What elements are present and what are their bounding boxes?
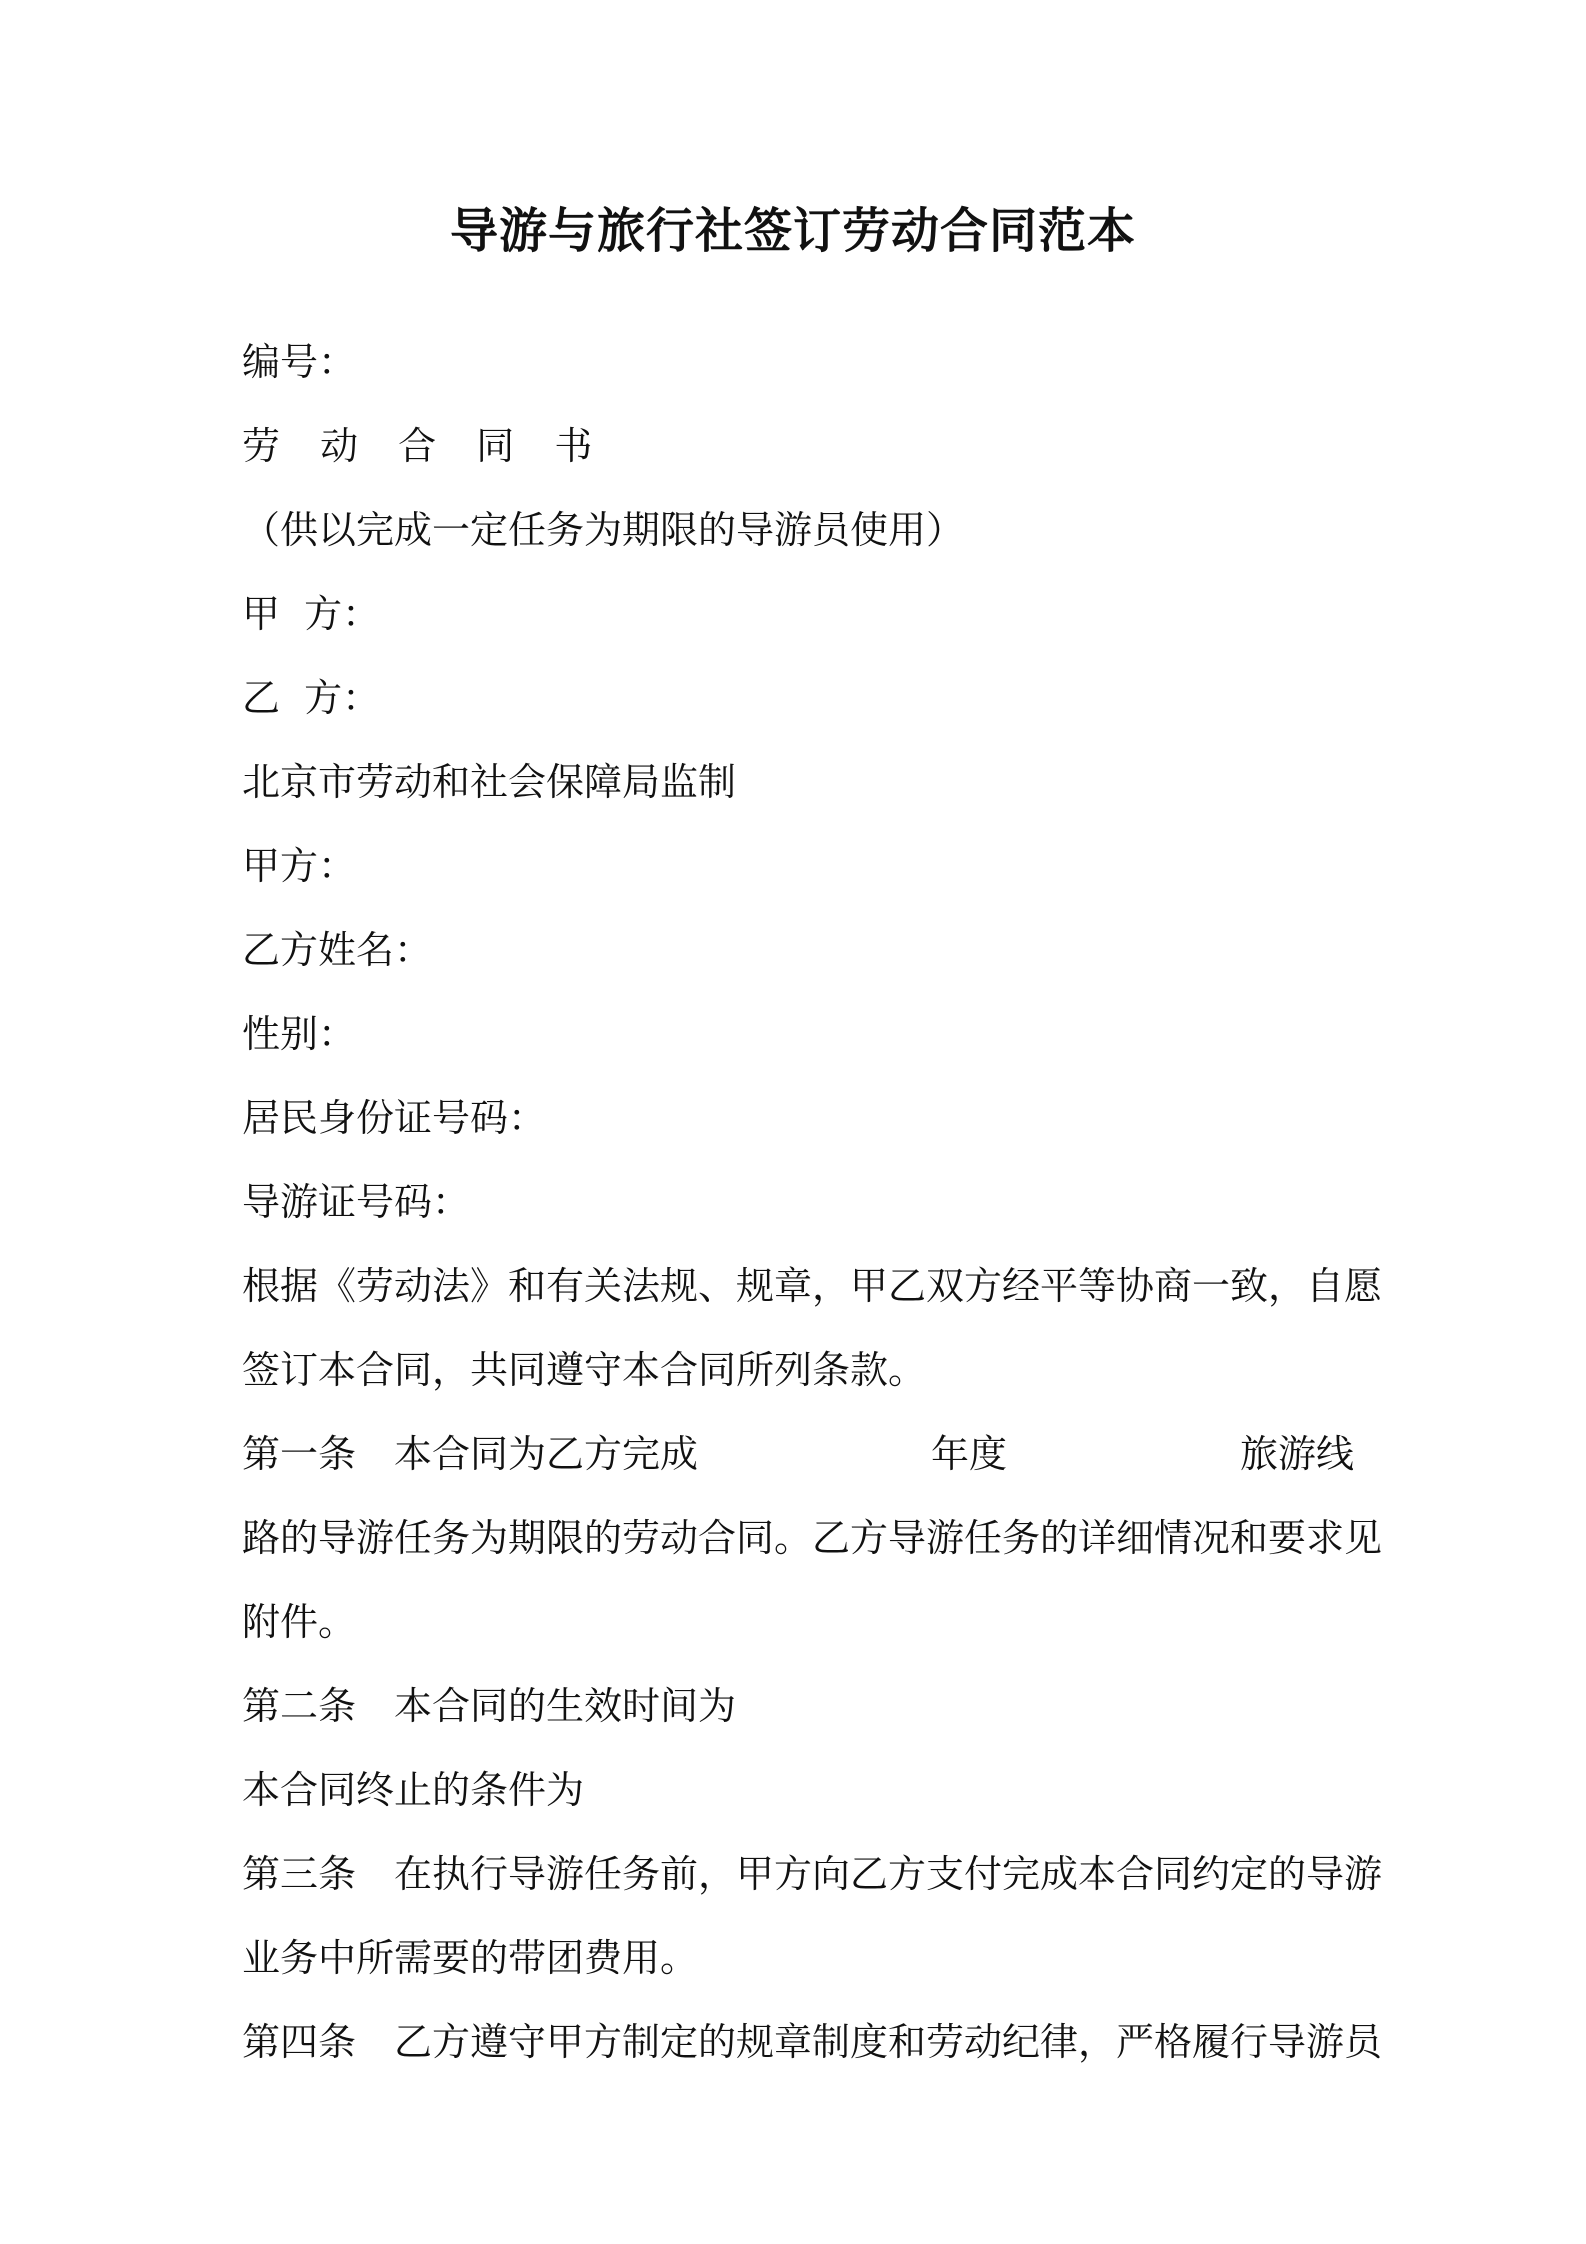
article-2-line-1: [242, 1678, 736, 1734]
article-1-line-1: [242, 1426, 1354, 1482]
usage-note: （供以完成一定任务为期限的导游员使用）: [242, 508, 965, 552]
article-3-line-1: [242, 1846, 1382, 1902]
party-a-label: 甲 方：: [242, 592, 381, 636]
serial-number-label: 编号：: [242, 340, 357, 384]
guide-license-field: 导游证号码：: [242, 1180, 471, 1224]
article-3-line-2: 业务中所需要的带团费用。: [242, 1936, 699, 1980]
article-1-line-3: 附件。: [242, 1600, 357, 1644]
article-2-text: 本合同的生效时间为: [394, 1684, 737, 1728]
id-number-field: 居民身份证号码：: [242, 1096, 547, 1140]
article-2-line-2: 本合同终止的条件为: [242, 1768, 585, 1812]
article-1-part-1: 本合同为乙方完成: [394, 1432, 699, 1476]
supervisor-line: 北京市劳动和社会保障局监制: [242, 760, 737, 804]
article-1-line-2: 路的导游任务为期限的劳动合同。乙方导游任务的详细情况和要求见: [242, 1516, 1383, 1560]
preamble-line-2: 签订本合同，共同遵守本合同所列条款。: [242, 1348, 927, 1392]
party-b-label: 乙 方：: [242, 676, 381, 720]
article-1-label: 第一条: [242, 1432, 357, 1476]
contract-heading: 劳 动 合 同 书: [242, 424, 607, 468]
preamble-line-1: 根据《劳动法》和有关法规、规章，甲乙双方经平等协商一致，自愿: [242, 1264, 1383, 1308]
article-4-line-1: [242, 2014, 1382, 2070]
article-3-text: 在执行导游任务前，甲方向乙方支付完成本合同约定的导游: [394, 1852, 1383, 1896]
article-1-part-3: 旅游线: [1239, 1432, 1354, 1476]
party-b-name-field: 乙方姓名：: [242, 928, 433, 972]
party-a-field: 甲方：: [242, 844, 357, 888]
article-4-text: 乙方遵守甲方制定的规章制度和劳动纪律，严格履行导游员: [394, 2020, 1383, 2064]
document-title: 导游与旅行社签订劳动合同范本: [449, 203, 1136, 259]
article-3-label: 第三条: [242, 1852, 357, 1896]
article-2-label: 第二条: [242, 1684, 357, 1728]
article-1-head: [242, 1426, 698, 1482]
gender-field: 性别：: [242, 1012, 357, 1056]
article-1-part-2: 年度: [931, 1432, 1008, 1476]
article-4-label: 第四条: [242, 2020, 357, 2064]
